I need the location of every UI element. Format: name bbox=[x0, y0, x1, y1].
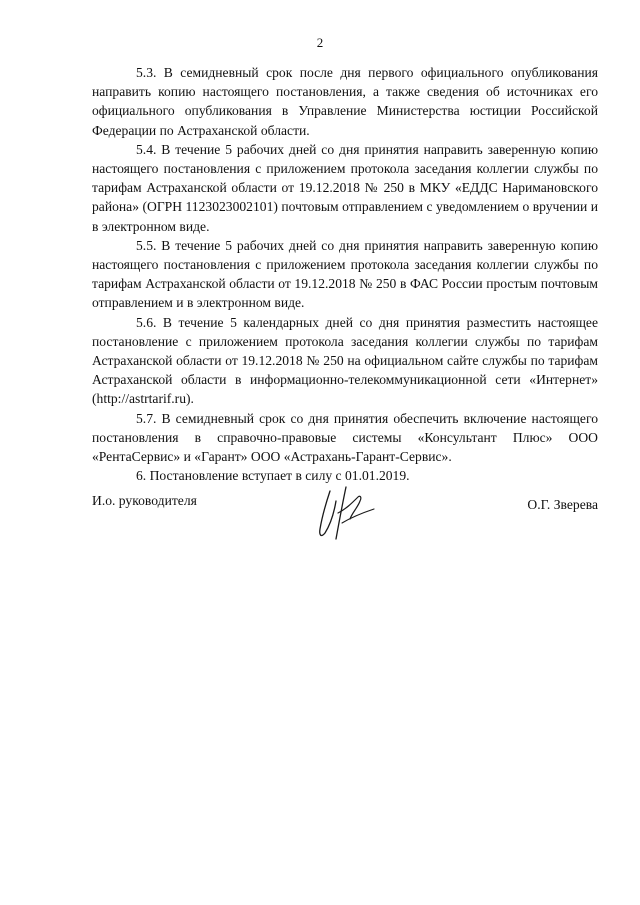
paragraph-5-7: 5.7. В семидневный срок со дня принятия обеспечить включение настоящего постановления в справочно-правовые системы «Консультант Плюс» ООО «РентаСервис» и «Гарант» ООО «Астрахань-Гарант-Сервис». bbox=[92, 410, 598, 465]
page-number: 2 bbox=[316, 35, 324, 50]
signer-name: О.Г. Зверева bbox=[527, 497, 598, 512]
paragraph-5-5: 5.5. В течение 5 рабочих дней со дня принятия направить заверенную копию настоящего постановления с приложением протокола заседания коллегии службы по тарифам Астраханской области от 19.12.2018 № 250 в ФАС России простым почтовым отправлением и в электронном виде. bbox=[92, 237, 598, 311]
paragraph-5-3: 5.3. В семидневный срок после дня первого официального опубликования направить копию настоящего постановления, а также сведения об источниках его официального опубликования в Управление Министерства юстиции Российской Федерации по Астраханской области. bbox=[92, 65, 598, 138]
document-body bbox=[92, 63, 598, 485]
signature-block bbox=[92, 483, 598, 553]
handwritten-signature bbox=[312, 483, 382, 545]
paragraph-6: 6. Постановление вступает в силу с 01.01.2019. bbox=[136, 468, 410, 484]
signer-title: И.о. руководителя bbox=[92, 493, 197, 508]
paragraph-5-6: 5.6. В течение 5 календарных дней со дня принятия разместить настоящее постановление с приложением протокола заседания коллегии службы по тарифам Астраханской области от 19.12.2018 № 250 на официальном сайте службы по тарифам Астраханской области в информационно-телекоммуникационной сети «Интернет» (http://astrtarif.ru). bbox=[92, 314, 598, 407]
paragraph-5-4: 5.4. В течение 5 рабочих дней со дня принятия направить заверенную копию настоящего постановления с приложением протокола заседания коллегии службы по тарифам Астраханской области от 19.12.2018 № 250 в МКУ «ЕДДС Наримановского района» (ОГРН 1123023002101) почтовым отправлением с уведомлением о вручении и в электронном виде. bbox=[92, 141, 598, 234]
